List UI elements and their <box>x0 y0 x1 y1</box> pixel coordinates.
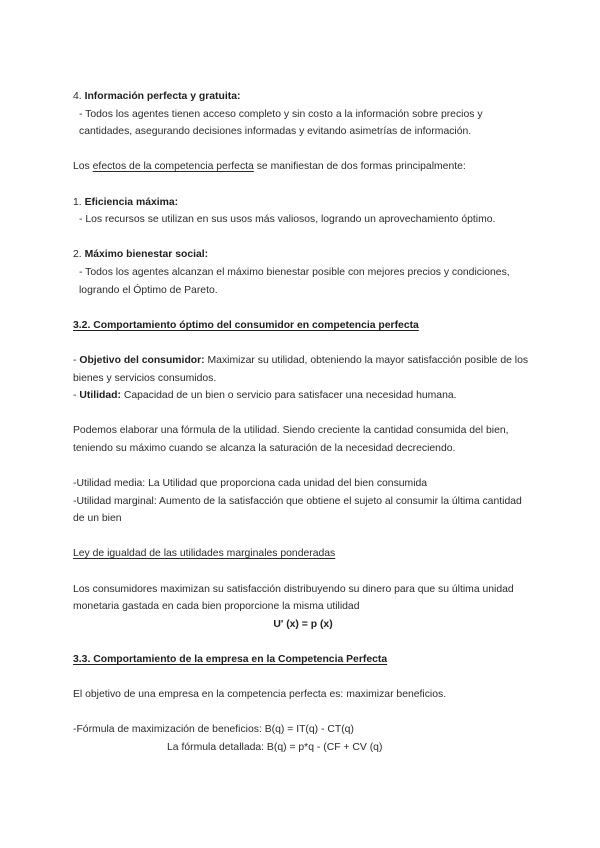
ley-formula <box>73 616 533 634</box>
efecto-1-title: Eficiencia máxima: <box>84 196 179 208</box>
info-heading <box>73 88 533 106</box>
efecto-1-heading <box>73 194 533 212</box>
objetivo-consumidor <box>73 352 533 387</box>
section-3-2-title: 3.2. Comportamiento óptimo del consumidor en competencia perfecta <box>73 319 419 331</box>
empresa-objetivo: El objetivo de una empresa en la competencia perfecta es: maximizar beneficios. <box>73 689 447 701</box>
info-heading-title: Información perfecta y gratuita: <box>84 91 241 102</box>
utilidad-dash: - <box>73 390 77 402</box>
efecto-1-number: 1. <box>73 196 82 208</box>
utilidad-definition <box>73 387 533 405</box>
efecto-1-paragraph: - Los recursos se utilizan en sus usos más valiosos, logrando un aprovechamiento óptimo. <box>79 214 496 226</box>
utilidad-media: -Utilidad media: La Utilidad que proporciona cada unidad del bien consumida <box>73 478 428 490</box>
info-heading-number: 4. <box>73 91 82 102</box>
efectos-underlined: efectos de la competencia perfecta <box>92 161 254 173</box>
objetivo-label: Objetivo del consumidor: <box>79 354 205 366</box>
section-3-2-heading <box>73 317 533 335</box>
efecto-2-title: Máximo bienestar social: <box>84 249 209 261</box>
utilidad-marginal: -Utilidad marginal: Aumento de la satisfacción que obtiene el sujeto al consumir la última cantidad de un bien <box>73 495 522 525</box>
formula-maximizacion: -Fórmula de maximización de beneficios: B(q) = IT(q) - CT(q) <box>73 724 354 736</box>
formula-detallada: La fórmula detallada: B(q) = p*q - (CF + CV (q) <box>167 741 383 753</box>
efectos-prefix: Los <box>73 161 90 173</box>
utilidad-label: Utilidad: <box>79 390 121 402</box>
efecto-2-paragraph: - Todos los agentes alcanzan el máximo bienestar posible con mejores precios y condiciones, logrando el Óptimo de Pareto. <box>79 266 510 296</box>
section-3-3-heading <box>73 651 533 669</box>
info-paragraph: - Todos los agentes tienen acceso completo y sin costo a la información sobre precios y cantidades, asegurando decisiones informadas y evitando asimetrías de información. <box>79 108 483 138</box>
efecto-2-heading <box>73 246 533 264</box>
objetivo-text: Maximizar su utilidad, obteniendo la mayor satisfacción posible de los bienes y servicios consumidos. <box>73 354 529 384</box>
ley-heading <box>73 545 533 563</box>
formula-utilidad-paragraph: Podemos elaborar una fórmula de la utilidad. Siendo creciente la cantidad consumida del bien, teniendo su máximo cuando se alcanza la saturación de la necesidad decreciendo. <box>73 425 509 454</box>
section-3-3-title: 3.3. Comportamiento de la empresa en la Competencia Perfecta <box>73 654 388 665</box>
ley-paragraph: Los consumidores maximizan su satisfacción distribuyendo su dinero para que su última unidad monetaria gastada en cada bien proporcione la misma utilidad <box>73 583 514 613</box>
utilidad-text: Capacidad de un bien o servicio para satisfacer una necesidad humana. <box>123 390 457 402</box>
objetivo-dash: - <box>73 354 77 366</box>
document-body <box>73 88 533 757</box>
efectos-suffix: se manifiestan de dos formas principalmente: <box>256 161 466 173</box>
efecto-2-number: 2. <box>73 249 82 261</box>
ley-formula-text: U' (x) = p (x) <box>273 618 333 630</box>
ley-title: Ley de igualdad de las utilidades marginales ponderadas <box>73 548 336 560</box>
efectos-intro <box>73 158 533 176</box>
